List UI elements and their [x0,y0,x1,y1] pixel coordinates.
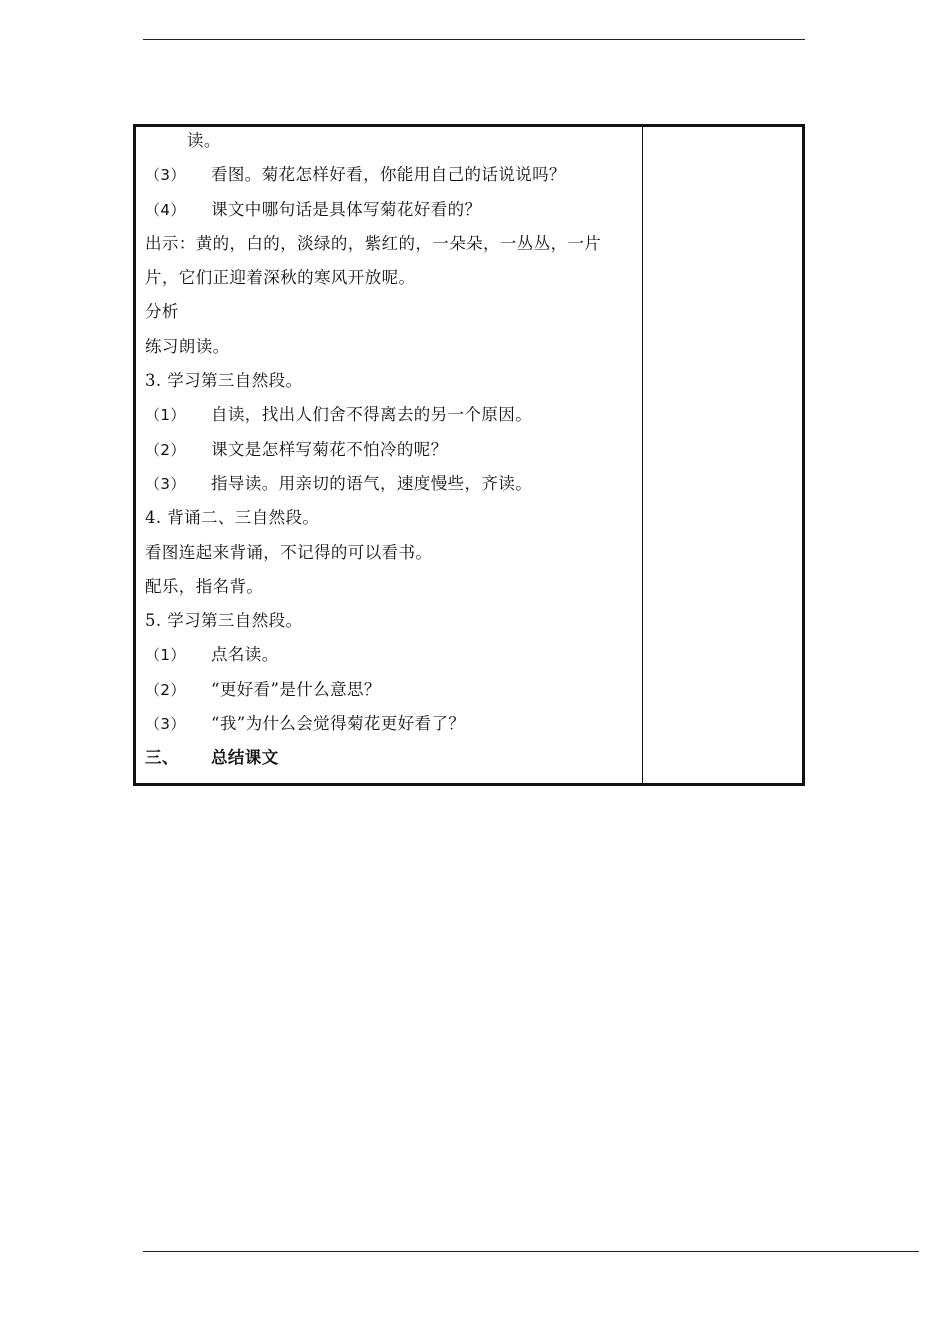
item-marker: （3） [145,715,186,734]
item-marker: （3） [145,474,186,493]
item-marker: （3） [145,166,186,185]
text-line: 出示：黄的，白的，淡绿的，紫红的，一朵朵，一丛丛，一片 [145,233,602,253]
item-marker: （1） [145,406,186,425]
text-line: （2） 课文是怎样写菊花不怕冷的呢？ [145,436,640,470]
item-marker: （1） [145,646,186,665]
item-marker: （4） [145,200,186,219]
section-heading: 3. 学习第三自然段。 [145,371,303,391]
text-line: （1） 自读，找出人们舍不得离去的另一个原因。 [145,401,640,435]
text-line: 配乐，指名背。 [145,576,264,596]
text-line: （3） 看图。菊花怎样好看，你能用自己的话说说吗？ [145,161,640,195]
text-line: （3） “我”为什么会觉得菊花更好看了？ [145,710,640,744]
item-marker: 三、 [145,748,179,768]
footer-rule [143,1251,919,1252]
text-line: 分析 [145,302,179,322]
text-line: 读。 [187,131,221,150]
section-heading: 5. 学习第三自然段。 [145,611,303,631]
item-marker: （2） [145,680,186,699]
text-line: （2） “更好看”是什么意思？ [145,676,640,710]
text-line: （1） 点名读。 [145,641,640,675]
text-line: 看图连起来背诵，不记得的可以看书。 [145,542,433,562]
column-divider [642,127,643,783]
section-heading-bold: 三、 总结课文 [145,744,640,778]
text-line: （4） 课文中哪句话是具体写菊花好看的？ [145,196,640,230]
lesson-content-cell [145,127,640,779]
section-heading: 4. 背诵二、三自然段。 [145,508,320,528]
text-line: 练习朗读。 [145,336,230,356]
lesson-table [133,124,805,786]
item-marker: （2） [145,440,186,459]
text-line: （3） 指导读。用亲切的语气，速度慢些，齐读。 [145,470,640,504]
text-line: 片，它们正迎着深秋的寒风开放呢。 [145,268,416,288]
header-rule [143,39,805,40]
